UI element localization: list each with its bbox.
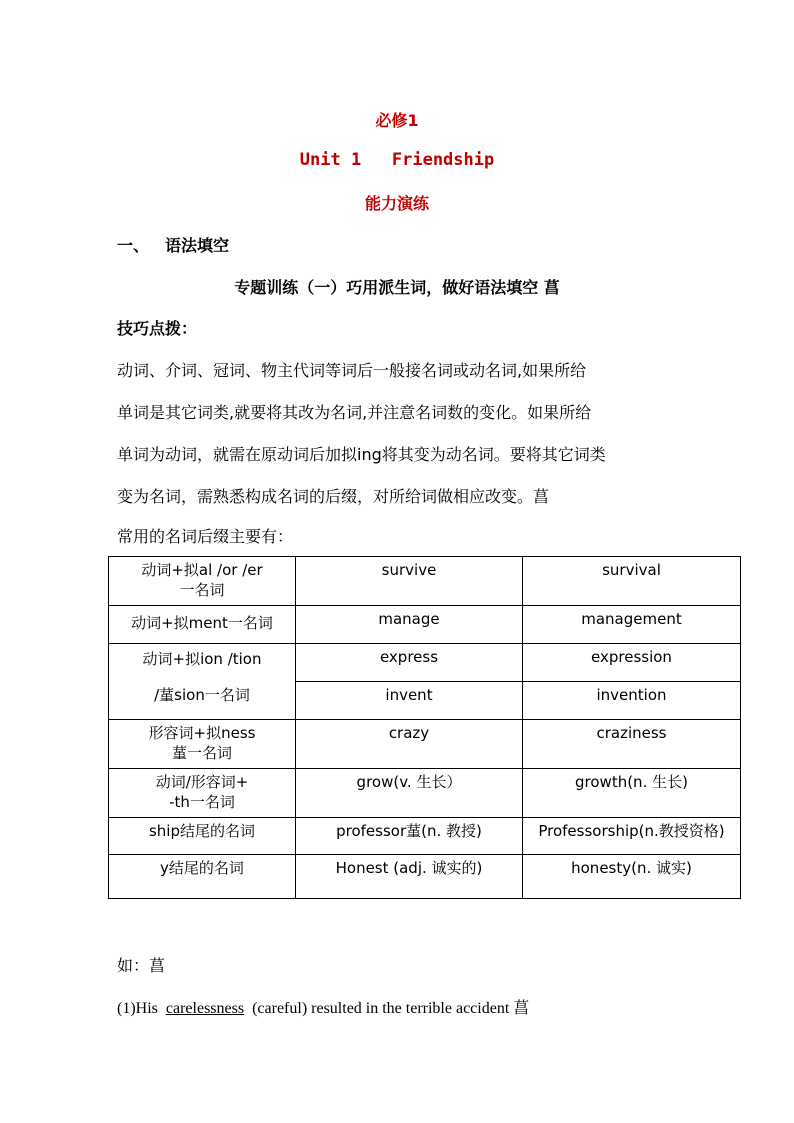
book-title: 必修1 bbox=[375, 111, 419, 130]
base-word-cell: grow(v. 生长） bbox=[296, 769, 523, 818]
rule-text: 形容词+拟ness 蓳一名词 bbox=[148, 724, 256, 762]
base-word-cell: professor蓳(n. 教授) bbox=[296, 818, 523, 855]
noun-cell: expression bbox=[523, 644, 741, 682]
rule-cell bbox=[109, 769, 296, 818]
table-row bbox=[109, 720, 741, 769]
base-word-cell: survive bbox=[296, 557, 523, 606]
noun-cell: growth(n. 生长) bbox=[523, 769, 741, 818]
base-word-cell: manage bbox=[296, 606, 523, 644]
rule-cell bbox=[109, 644, 296, 720]
noun-cell: management bbox=[523, 606, 741, 644]
table-row bbox=[109, 606, 741, 644]
table-row bbox=[109, 644, 741, 682]
base-word-cell: Honest (adj. 诚实的) bbox=[296, 855, 523, 899]
section-title: 能力演练 bbox=[364, 194, 429, 213]
rule-cell: y结尾的名词 bbox=[109, 855, 296, 899]
suffix-table bbox=[108, 556, 741, 899]
rule-cell: 动词+拟ment一名词 bbox=[109, 606, 296, 644]
rule-text: 动词+拟al /or /er 一名词 bbox=[141, 561, 263, 599]
rule-cell: ship结尾的名词 bbox=[109, 818, 296, 855]
noun-cell: Professorship(n.教授资格) bbox=[523, 818, 741, 855]
example-sentence-1 bbox=[117, 995, 529, 1018]
tips-line: 变为名词，需熟悉构成名词的后缀，对所给词做相应改变。菖 bbox=[117, 487, 550, 506]
answer-blank[interactable]: carelessness bbox=[165, 1000, 245, 1017]
base-word-cell: crazy bbox=[296, 720, 523, 769]
table-row bbox=[109, 818, 741, 855]
topic-heading: 专题训练（一）巧用派生词，做好语法填空 菖 bbox=[234, 278, 560, 297]
examples-label: 如：菖 bbox=[117, 956, 166, 975]
sentence-suffix: (careful) resulted in the terrible accident 菖 bbox=[248, 1000, 530, 1017]
unit-title: Unit 1 Friendship bbox=[299, 150, 495, 170]
base-word-cell: invent bbox=[296, 682, 523, 720]
part-number: 一、 bbox=[117, 236, 150, 255]
table-row bbox=[109, 557, 741, 606]
rule-cell bbox=[109, 557, 296, 606]
table-row bbox=[109, 769, 741, 818]
tips-line: 单词为动词，就需在原动词后加拟ing将其变为动名词。要将其它词类 bbox=[117, 445, 606, 464]
tips-label: 技巧点拨： bbox=[117, 319, 198, 338]
tips-line: 动词、介词、冠词、物主代词等词后一般接名词或动名词,如果所给 bbox=[117, 361, 587, 380]
part-heading bbox=[117, 233, 229, 256]
part-title: 语法填空 bbox=[165, 236, 230, 255]
tips-line: 常用的名词后缀主要有： bbox=[117, 527, 294, 546]
base-word-cell: express bbox=[296, 644, 523, 682]
tips-line: 单词是其它词类,就要将其改为名词,并注意名词数的变化。如果所给 bbox=[117, 403, 592, 422]
rule-text: 动词+拟ion /tion /蓳sion一名词 bbox=[142, 650, 262, 704]
noun-cell: invention bbox=[523, 682, 741, 720]
rule-text: 动词/形容词+ -th一名词 bbox=[155, 773, 249, 811]
noun-cell: survival bbox=[523, 557, 741, 606]
noun-cell: honesty(n. 诚实) bbox=[523, 855, 741, 899]
sentence-prefix: (1)His bbox=[117, 1000, 162, 1017]
rule-cell bbox=[109, 720, 296, 769]
noun-cell: craziness bbox=[523, 720, 741, 769]
table-row bbox=[109, 855, 741, 899]
